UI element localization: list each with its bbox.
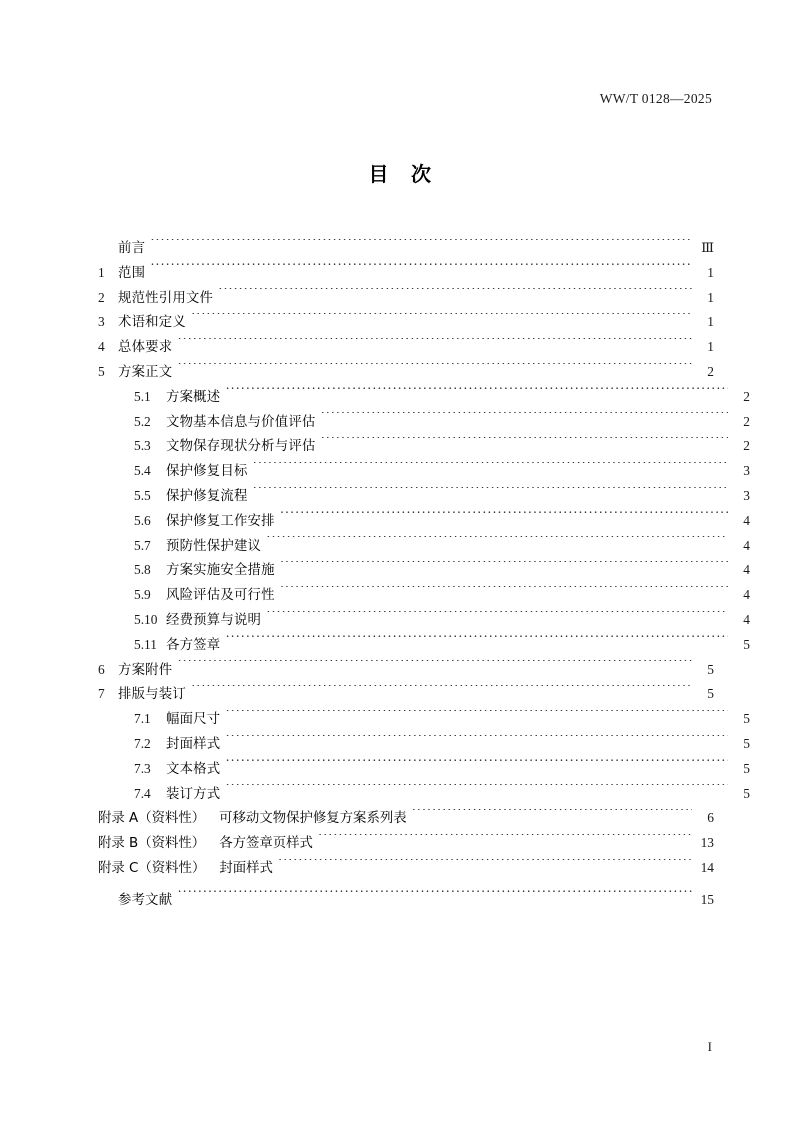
- toc-entry-clause[interactable]: [98, 360, 714, 385]
- toc-entry-page-number: 4: [743, 587, 750, 603]
- toc-entry-label: 总体要求: [118, 340, 173, 356]
- toc-dot-leader: [177, 890, 692, 903]
- toc-entry-number: 5.8: [134, 562, 151, 578]
- toc-entry-label: 保护修复工作安排: [166, 513, 275, 529]
- toc-entry-label: 各方签章页样式: [219, 836, 313, 852]
- toc-entry-front[interactable]: [98, 236, 714, 261]
- toc-entry-page-number: 5: [707, 661, 714, 677]
- toc-dot-leader: [225, 759, 728, 772]
- toc-entry-label: 方案正文: [118, 364, 173, 380]
- toc-entry-clause[interactable]: [98, 335, 714, 360]
- toc-entry-subclause[interactable]: [98, 410, 750, 435]
- toc-entry-page-number: 5: [743, 636, 750, 652]
- toc-entry-label: 经费预算与说明: [166, 612, 262, 628]
- toc-entry-clause[interactable]: [98, 682, 714, 707]
- toc-entry-page-number: 3: [743, 463, 750, 479]
- toc-dot-leader: [412, 809, 692, 822]
- toc-entry-page-number: 5: [743, 711, 750, 727]
- toc-entry-label: 参考文献: [118, 892, 173, 908]
- toc-entry-page-number: 15: [700, 891, 714, 907]
- toc-entry-page-number: 1: [707, 314, 714, 330]
- toc-entry-label: 文本格式: [166, 761, 221, 777]
- toc-entry-number: 2: [98, 289, 105, 305]
- toc-entry-subclause[interactable]: [98, 782, 750, 807]
- toc-dot-leader: [266, 536, 728, 549]
- toc-entry-subclause[interactable]: [98, 434, 750, 459]
- toc-entry-number: 3: [98, 314, 105, 330]
- toc-entry-label: 术语和定义: [118, 315, 186, 331]
- toc-entry-number: 7: [98, 686, 105, 702]
- standard-number-header: WW/T 0128—2025: [599, 91, 712, 106]
- toc-entry-clause[interactable]: [98, 658, 714, 683]
- toc-dot-leader: [321, 412, 729, 425]
- toc-dot-leader: [318, 834, 692, 847]
- toc-entry-number: 5.1: [134, 388, 151, 404]
- toc-entry-label: 幅面尺寸: [166, 712, 221, 728]
- toc-dot-leader: [253, 462, 728, 475]
- toc-entry-number: 7.4: [134, 785, 151, 801]
- toc-entry-page-number: 5: [743, 735, 750, 751]
- page-folio: I: [707, 1039, 712, 1054]
- toc-entry-clause[interactable]: [98, 286, 714, 311]
- toc-entry-subclause[interactable]: [98, 608, 750, 633]
- toc-entry-subclause[interactable]: [98, 732, 750, 757]
- toc-entry-annex[interactable]: [98, 856, 714, 881]
- toc-entry-page-number: 2: [707, 363, 714, 379]
- toc-entry-annex-tag: 附录 C（资料性）: [98, 860, 206, 876]
- toc-dot-leader: [225, 710, 728, 723]
- toc-entry-label: 装订方式: [166, 786, 221, 802]
- toc-dot-leader: [321, 437, 729, 450]
- toc-entry-subclause[interactable]: [98, 534, 750, 559]
- toc-entry-page-number: 4: [743, 537, 750, 553]
- page-title-char-2: 次: [411, 162, 432, 186]
- toc-entry-label: 风险评估及可行性: [166, 588, 275, 604]
- toc-entry-page-number: 4: [743, 512, 750, 528]
- toc-entry-subclause[interactable]: [98, 558, 750, 583]
- toc-dot-leader: [150, 263, 692, 276]
- toc-entry-page-number: 5: [707, 686, 714, 702]
- toc-dot-leader: [177, 338, 692, 351]
- toc-entry-number: 5.7: [134, 537, 151, 553]
- toc-entry-page-number: 4: [743, 611, 750, 627]
- toc-entry-label: 文物基本信息与价值评估: [166, 414, 316, 430]
- toc-entry-page-number: 1: [707, 264, 714, 280]
- toc-entry-subclause[interactable]: [98, 757, 750, 782]
- toc-entry-label: 排版与装订: [118, 687, 186, 703]
- toc-entry-page-number: 1: [707, 289, 714, 305]
- toc-entry-label: 前言: [118, 241, 146, 256]
- toc-dot-leader: [177, 363, 692, 376]
- toc-entry-number: 5.6: [134, 512, 151, 528]
- toc-entry-page-number: 6: [707, 810, 714, 826]
- toc-entry-number: 7.3: [134, 760, 151, 776]
- toc-entry-page-number: 2: [743, 388, 750, 404]
- toc-entry-number: 7.2: [134, 735, 151, 751]
- toc-entry-subclause[interactable]: [98, 633, 750, 658]
- toc-entry-number: 1: [98, 264, 105, 280]
- toc-entry-number: 7.1: [134, 711, 151, 727]
- toc-dot-leader: [150, 239, 692, 252]
- toc-entry-number: 5.10: [134, 611, 158, 627]
- toc-entry-subclause[interactable]: [98, 459, 750, 484]
- toc-dot-leader: [191, 313, 692, 326]
- toc-entry-bibliography[interactable]: [98, 888, 714, 913]
- toc-entry-number: 5.4: [134, 463, 151, 479]
- toc-entry-label: 方案概述: [166, 389, 221, 405]
- toc-dot-leader: [225, 735, 728, 748]
- toc-dot-leader: [225, 387, 728, 400]
- toc-entry-subclause[interactable]: [98, 707, 750, 732]
- toc-dot-leader: [280, 586, 728, 599]
- toc-dot-leader: [218, 288, 692, 301]
- toc-entry-annex[interactable]: [98, 831, 714, 856]
- toc-entry-label: 范围: [118, 265, 146, 281]
- toc-dot-leader: [280, 561, 728, 574]
- toc-entry-annex-tag: 附录 B（资料性）: [98, 836, 206, 852]
- toc-entry-label: 方案实施安全措施: [166, 563, 275, 579]
- toc-entry-page-number: 2: [743, 438, 750, 454]
- toc-entry-label: 规范性引用文件: [118, 290, 214, 306]
- toc-entry-label: 保护修复流程: [166, 488, 248, 504]
- toc-dot-leader: [177, 660, 692, 673]
- toc-entry-subclause[interactable]: [98, 484, 750, 509]
- toc-entry-page-number: 13: [700, 835, 714, 851]
- toc-entry-label: 各方签章: [166, 637, 221, 653]
- toc-entry-page-number: 5: [743, 760, 750, 776]
- toc-dot-leader: [225, 784, 728, 797]
- toc-dot-leader: [278, 859, 692, 872]
- toc-entry-label: 文物保存现状分析与评估: [166, 439, 316, 455]
- toc-entry-page-number: 1: [707, 339, 714, 355]
- toc-entry-label: 封面样式: [166, 736, 221, 752]
- toc-entry-subclause[interactable]: [98, 385, 750, 410]
- table-of-contents: [98, 236, 750, 913]
- toc-entry-number: 5: [98, 363, 105, 379]
- toc-entry-clause[interactable]: [98, 261, 714, 286]
- toc-entry-number: 5.9: [134, 587, 151, 603]
- toc-dot-leader: [266, 611, 728, 624]
- toc-entry-label: 可移动文物保护修复方案系列表: [219, 811, 407, 827]
- toc-entry-number: 5.3: [134, 438, 151, 454]
- toc-entry-page-number: Ⅲ: [701, 240, 714, 255]
- toc-entry-clause[interactable]: [98, 310, 714, 335]
- page-title: [0, 158, 800, 187]
- toc-entry-label: 保护修复目标: [166, 464, 248, 480]
- toc-entry-number: 4: [98, 339, 105, 355]
- toc-entry-number: 6: [98, 661, 105, 677]
- toc-dot-leader: [225, 635, 728, 648]
- toc-entry-page-number: 3: [743, 487, 750, 503]
- toc-entry-page-number: 5: [743, 785, 750, 801]
- toc-entry-page-number: 14: [700, 859, 714, 875]
- toc-entry-number: 5.2: [134, 413, 151, 429]
- toc-entry-number: 5.5: [134, 487, 151, 503]
- toc-entry-label: 方案附件: [118, 662, 173, 678]
- toc-dot-leader: [191, 685, 692, 698]
- toc-entry-label: 封面样式: [219, 860, 273, 876]
- toc-dot-leader: [253, 487, 728, 500]
- toc-entry-annex-tag: 附录 A（资料性）: [98, 811, 206, 827]
- toc-entry-label: 预防性保护建议: [166, 538, 262, 554]
- toc-entry-annex[interactable]: [98, 806, 714, 831]
- toc-entry-page-number: 4: [743, 562, 750, 578]
- toc-entry-subclause[interactable]: [98, 509, 750, 534]
- toc-dot-leader: [280, 511, 728, 524]
- toc-entry-subclause[interactable]: [98, 583, 750, 608]
- toc-entry-number: 5.11: [134, 636, 157, 652]
- page-title-char-1: 目: [368, 162, 389, 186]
- toc-entry-page-number: 2: [743, 413, 750, 429]
